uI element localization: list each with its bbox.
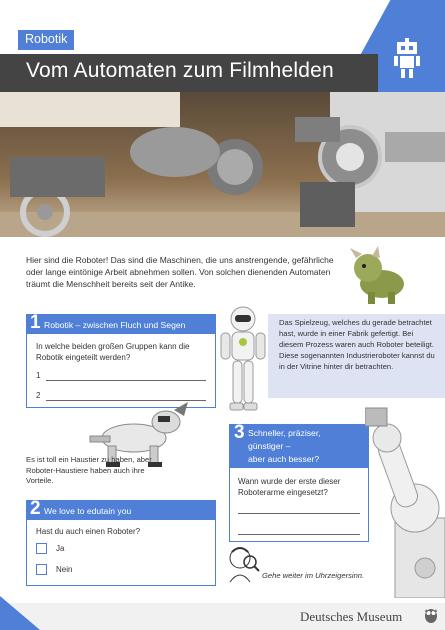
section-3-heading-line-3: aber auch besser? <box>248 454 320 464</box>
section-1-number: 1 <box>30 312 41 333</box>
section-3-heading-line-2: günstiger – <box>248 441 291 451</box>
answer-1-label: 1 <box>36 371 41 380</box>
automaton-photo <box>0 92 445 237</box>
answer-2-label: 2 <box>36 391 41 400</box>
owl-logo-icon <box>424 606 438 624</box>
toy-dinosaur-image <box>348 244 410 306</box>
section-3-heading-line-1: Schneller, präziser, <box>248 428 321 438</box>
intro-text: Hier sind die Roboter! Das sind die Maschinen, die uns anstrengende, gefährliche oder lange eintönige Arbeit abnehmen sollen. Von solchen dienenden Automaten träumt die Menschheit bereits seit der Antike. <box>26 255 334 289</box>
continue-hint: Gehe weiter im Uhrzeigersinn. <box>262 571 365 580</box>
section-2-number: 2 <box>30 498 41 519</box>
section-1-header <box>26 314 216 334</box>
topic-tag: Robotik <box>18 30 74 50</box>
robot-arm-image <box>365 398 445 598</box>
section-2-question: Hast du auch einen Roboter? <box>36 527 141 536</box>
museum-brand: Deutsches Museum <box>300 609 403 624</box>
section-1-question: In welche beiden großen Gruppen kann die Robotik eingeteilt werden? <box>36 342 190 362</box>
humanoid-robot-image <box>218 305 268 415</box>
answer-3-line-1[interactable] <box>238 513 360 514</box>
cartoon-explorer-image <box>224 544 260 584</box>
option-yes-checkbox[interactable] <box>36 543 47 554</box>
section-3-header <box>229 424 369 468</box>
option-no-label: Nein <box>56 565 73 574</box>
section-3-number: 3 <box>234 422 245 443</box>
answer-1-line[interactable] <box>46 380 206 381</box>
option-yes-label: Ja <box>56 544 65 553</box>
page-title: Vom Automaten zum Filmhelden <box>26 59 334 82</box>
section-2-heading: We love to edutain you <box>44 506 132 516</box>
robot-icon <box>394 38 420 78</box>
answer-3-line-2[interactable] <box>238 534 360 535</box>
section-1-heading: Robotik – zwischen Fluch und Segen <box>44 320 186 330</box>
dog-caption: Es ist toll ein Haustier zu haben, aber Roboter-Haustiere haben auch ihre Vorteile. <box>26 455 152 485</box>
section-3-question: Wann wurde der erste dieser Roboterarme eingesetzt? <box>238 477 341 497</box>
info-box-text: Das Spielzeug, welches du gerade betrachtet hast, wurde in einer Fabrik gefertigt. Bei diesem Prozess waren auch Roboter beteiligt. Diese sogenannten Industrieroboter kannst du in der Vitrine hinter dir betrachten. <box>279 318 435 371</box>
section-2-header <box>26 500 216 520</box>
option-no-checkbox[interactable] <box>36 564 47 575</box>
